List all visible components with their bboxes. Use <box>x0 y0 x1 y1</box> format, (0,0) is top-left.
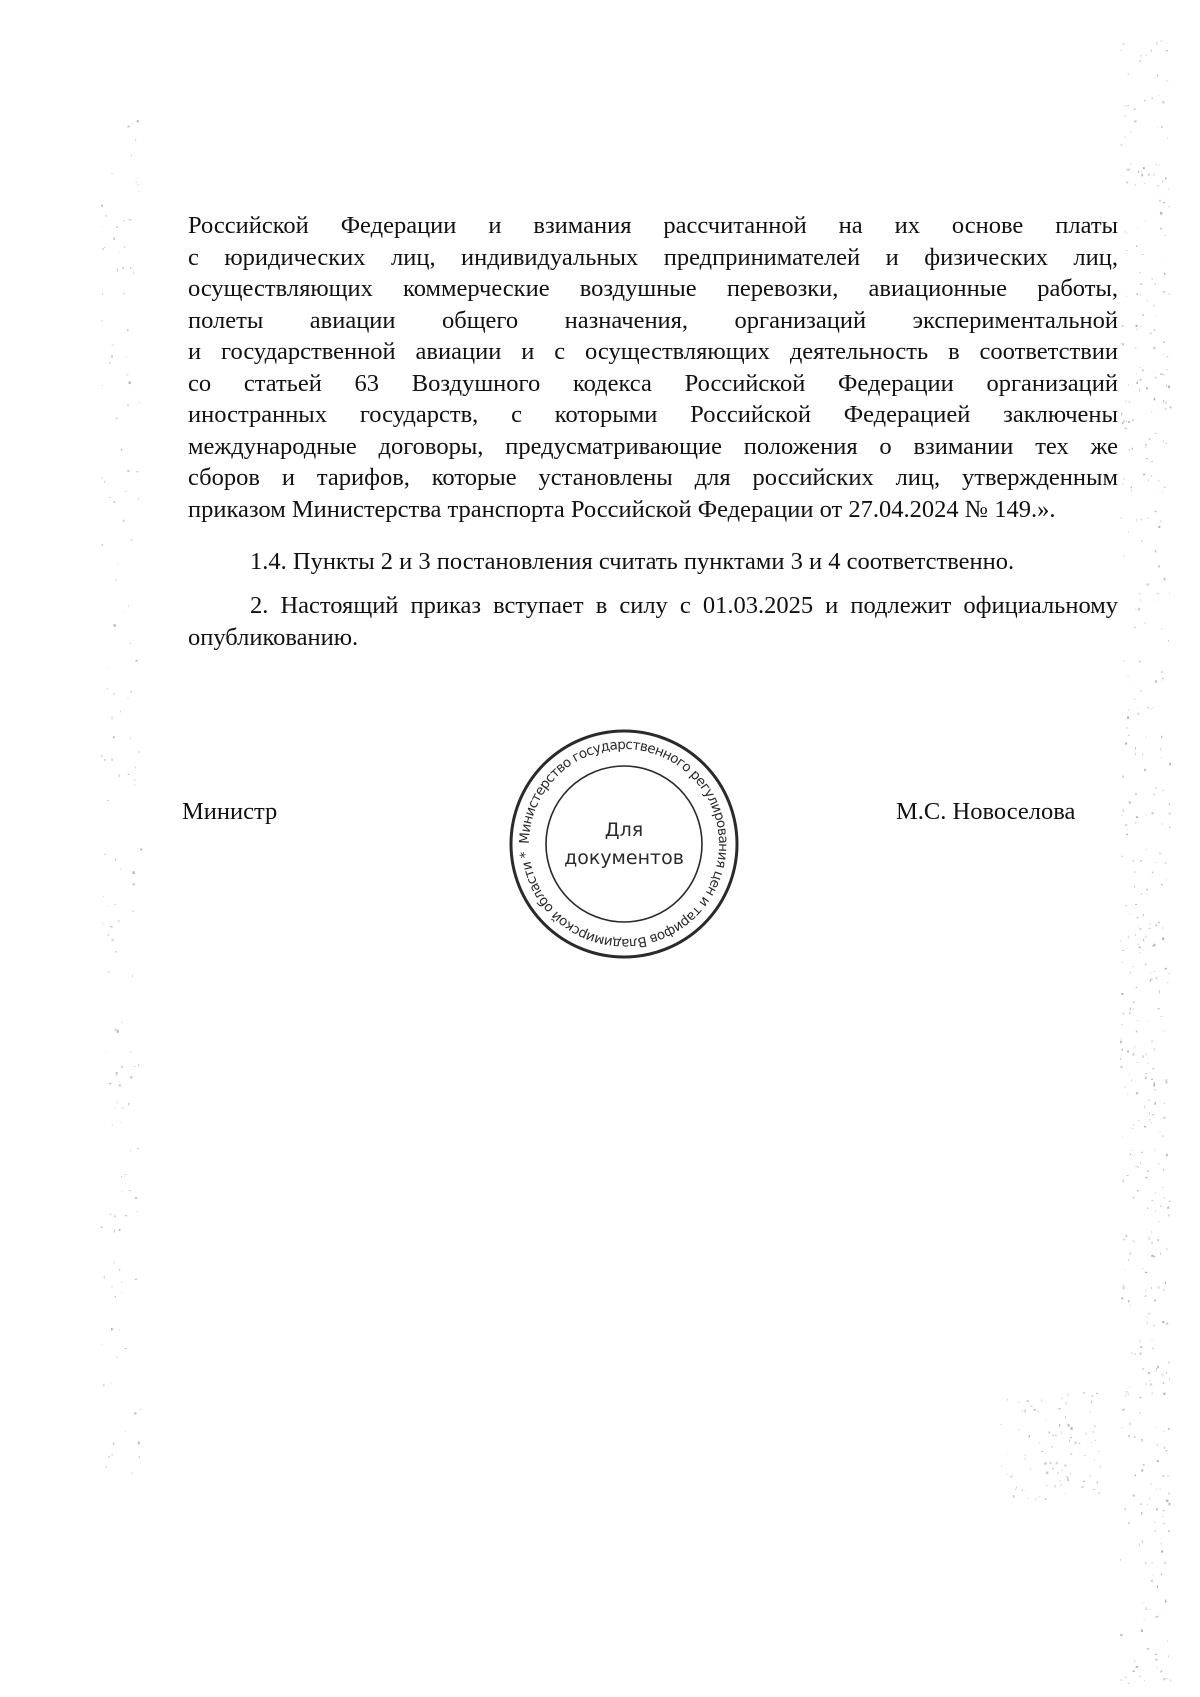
paragraph-item-2 <box>188 590 1118 653</box>
stamp-center-line-1: Для <box>604 819 644 841</box>
text-line: иностранных государств, с которыми Российской Федерацией заключены <box>188 401 1118 428</box>
text-line: 2. Настоящий приказ вступает в силу с 01.03.2025 и подлежит официальному <box>250 592 1118 619</box>
stamp-outer-ring <box>511 731 737 957</box>
official-stamp <box>506 726 742 962</box>
text-line: 1.4. Пункты 2 и 3 постановления считать пунктами 3 и 4 соответственно. <box>250 548 1015 575</box>
text-line: Российской Федерации и взимания рассчитанной на их основе платы <box>188 212 1118 239</box>
text-line: международные договоры, предусматривающие положения о взимании тех же <box>188 432 1118 460</box>
stamp-ring-text: Министерство государственного регулирования цен и тарифов Владимирской области * <box>516 736 732 952</box>
text-line: и государственной авиации и с осуществляющих деятельность в соответствии <box>188 338 1118 365</box>
text-line: опубликованию. <box>188 623 359 651</box>
text-line: с юридических лиц, индивидуальных предпринимателей и физических лиц, <box>188 243 1118 271</box>
text-line: приказом Министерства транспорта Российской Федерации от 27.04.2024 № 149.». <box>188 495 1056 523</box>
stamp-inner-ring <box>546 766 702 922</box>
paragraph-tariff-order <box>188 210 1118 525</box>
signature-name: М.С. Новоселова <box>896 798 1076 825</box>
paragraph-item-1-4 <box>188 546 1118 578</box>
text-line: сборов и тарифов, которые установлены для российских лиц, утвержденным <box>188 464 1118 491</box>
text-line: полеты авиации общего назначения, организаций экспериментальной <box>188 306 1118 334</box>
text-line: осуществляющих коммерческие воздушные перевозки, авиационные работы, <box>188 275 1118 302</box>
signature-title: Министр <box>182 798 278 825</box>
text-line: со статьей 63 Воздушного кодекса Российской Федерации организаций <box>188 369 1118 397</box>
stamp-center-line-2: документов <box>564 847 684 869</box>
